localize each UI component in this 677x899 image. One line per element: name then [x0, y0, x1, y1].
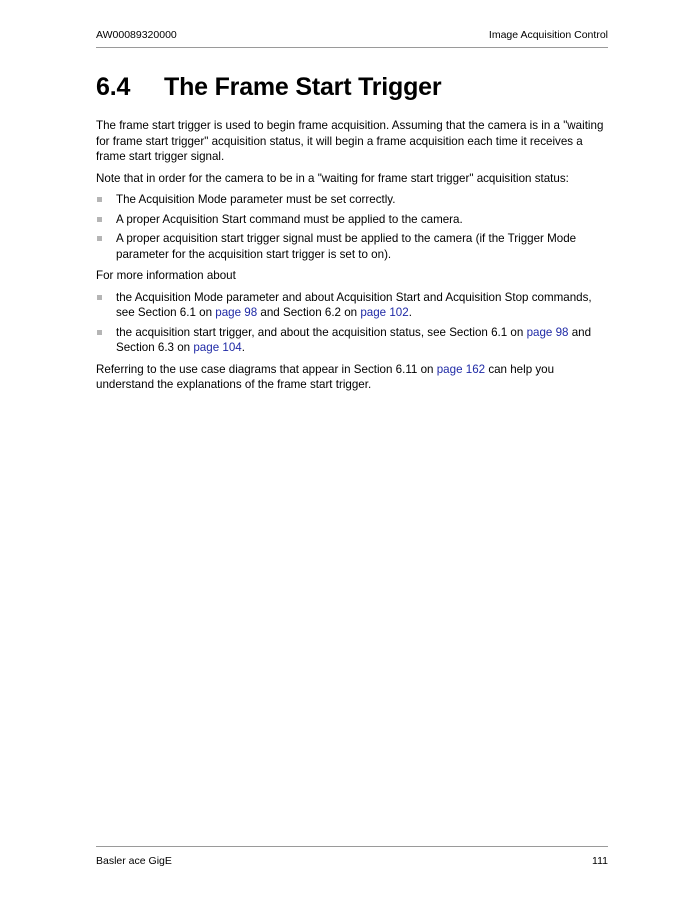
list-item-text: and Section 6.2 on — [257, 306, 361, 319]
page-link[interactable]: page 98 — [215, 306, 258, 319]
intro-paragraph: The frame start trigger is used to begin frame acquisition. Assuming that the camera is in a "waiting for frame start trigger" acquisition status, it will begin a frame acquisition each time it receives a frame start trigger signal. — [96, 119, 604, 163]
note-paragraph: Note that in order for the camera to be in a "waiting for frame start trigger" acquisition status: — [96, 171, 569, 185]
bullet-icon — [97, 295, 102, 300]
list-item-text: A proper acquisition start trigger signal must be applied to the camera (if the Trigger Mode parameter for the acquisition start trigger is set to on). — [116, 232, 577, 261]
bullet-icon — [97, 197, 102, 202]
list-item-text: . — [241, 341, 245, 354]
page-link[interactable]: page 102 — [360, 306, 409, 319]
section-body — [96, 118, 611, 399]
requirements-list — [96, 192, 611, 262]
list-item — [96, 325, 611, 356]
paragraph-text: Referring to the use case diagrams that appear in Section 6.11 on — [96, 362, 437, 376]
list-item-text: The Acquisition Mode parameter must be set correctly. — [116, 193, 396, 206]
chapter-title: Image Acquisition Control — [488, 29, 608, 41]
page-link[interactable]: page 104 — [193, 341, 242, 354]
list-item-text: . — [408, 306, 412, 319]
product-name: Basler ace GigE — [96, 855, 172, 867]
list-item-text: A proper Acquisition Start command must be applied to the camera. — [116, 212, 463, 226]
list-item-text: and Section 6.3 on — [116, 325, 592, 354]
page-footer — [96, 846, 608, 867]
page-header — [96, 29, 608, 48]
section-title: The Frame Start Trigger — [164, 73, 442, 101]
section-number: 6.4 — [96, 73, 131, 101]
page-number: 111 — [592, 855, 608, 867]
page-link[interactable]: page 98 — [526, 325, 569, 339]
list-item — [96, 290, 611, 321]
list-item — [96, 231, 611, 262]
list-item — [96, 212, 611, 228]
more-info-paragraph: For more information about — [96, 269, 236, 282]
paragraph-text: can help you understand the explanations of the frame start trigger. — [96, 362, 555, 391]
list-item-text: the Acquisition Mode parameter and about Acquisition Start and Acquisition Stop commands, see Section 6.1 on — [116, 290, 592, 319]
bullet-icon — [97, 217, 102, 222]
list-item-text: the acquisition start trigger, and about the acquisition status, see Section 6.1 on — [116, 325, 527, 339]
more-info-list — [96, 290, 611, 356]
list-item — [96, 192, 611, 208]
doc-number: AW00089320000 — [96, 29, 177, 41]
page-link[interactable]: page 162 — [436, 362, 486, 376]
section-heading — [96, 73, 441, 102]
closing-paragraph — [96, 362, 611, 393]
bullet-icon — [97, 330, 102, 335]
bullet-icon — [97, 236, 102, 241]
